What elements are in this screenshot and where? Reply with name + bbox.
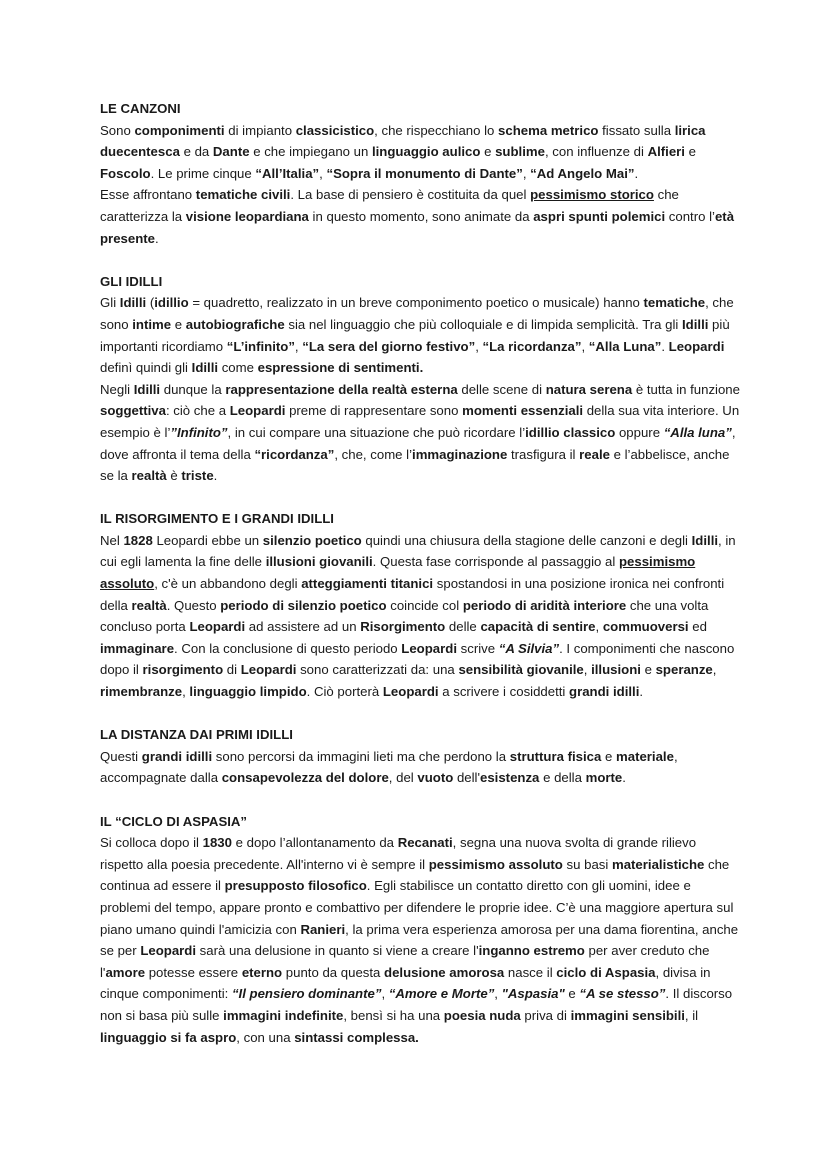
emphasis-text: consapevolezza del dolore <box>221 770 389 786</box>
emphasis-text: Leopardi <box>382 684 439 700</box>
body-text: , <box>494 986 502 1002</box>
emphasis-text: materiale <box>616 748 674 764</box>
emphasis-text: grandi idilli <box>569 684 640 700</box>
paragraph <box>100 120 740 185</box>
emphasis-text: autobiografiche <box>185 316 285 332</box>
body-text: delle <box>445 619 481 635</box>
emphasis-text: pessimismo assoluto <box>100 554 696 592</box>
emphasis-text: Leopardi <box>668 338 725 354</box>
body-text: sono percorsi da immagini lieti ma che perdono la <box>212 748 510 764</box>
body-text: nasce il <box>504 964 557 980</box>
emphasis-text: classicistico <box>295 122 375 138</box>
body-text: , <box>294 338 303 354</box>
body-text: ed <box>688 619 707 635</box>
emphasis-text: reale <box>579 446 610 462</box>
body-text: fissato sulla <box>598 122 675 138</box>
body-text: e della <box>539 770 586 786</box>
emphasis-text: Idilli <box>191 360 219 376</box>
emphasis-text: periodo di silenzio poetico <box>220 597 387 613</box>
emphasis-text: Dante <box>212 144 250 160</box>
emphasis-text: componimenti <box>134 122 225 138</box>
emphasis-text: momenti essenziali <box>462 403 584 419</box>
emphasis-text: “La ricordanza” <box>482 338 582 354</box>
emphasis-text: speranze <box>655 662 713 678</box>
paragraph <box>100 832 740 1048</box>
body-text: , accompagnate dalla <box>100 748 678 786</box>
body-text: di impianto <box>224 122 296 138</box>
body-text: Sono <box>100 122 135 138</box>
body-text: . <box>661 338 669 354</box>
emphasis-text: “La sera del giorno festivo” <box>302 338 476 354</box>
emphasis-text: “Il pensiero dominante” <box>231 986 382 1002</box>
body-text: . Il discorso non si basa più sulle <box>100 986 733 1023</box>
body-text: potesse essere <box>145 964 242 980</box>
body-text: , del <box>388 770 418 786</box>
emphasis-text: grandi idilli <box>141 748 213 764</box>
body-text: Esse affrontano <box>100 187 196 203</box>
body-text: , c'è un abbandono degli <box>154 576 302 592</box>
body-text: Leopardi ebbe un <box>152 532 263 548</box>
document-page <box>100 98 740 1070</box>
body-text: Questi <box>100 748 142 764</box>
body-text: Nel <box>100 532 124 548</box>
body-text: , <box>319 165 327 181</box>
emphasis-text: Ranieri <box>300 921 346 937</box>
body-text: e <box>684 144 696 160</box>
body-text: e <box>640 662 656 678</box>
emphasis-text: inganno estremo <box>478 943 585 959</box>
body-text: . Questo <box>166 597 221 613</box>
emphasis-text: Leopardi <box>240 662 297 678</box>
body-text: preme di rappresentare sono <box>285 403 463 419</box>
body-text: scrive <box>456 640 499 656</box>
emphasis-text: pessimismo storico <box>530 187 654 203</box>
section-heading: IL “CICLO DI ASPASIA” <box>100 813 248 829</box>
body-text: della sua vita interiore. Un esempio è l’ <box>100 403 740 440</box>
emphasis-text: espressione di sentimenti. <box>257 360 424 376</box>
body-text: trasfigura il <box>507 446 580 462</box>
emphasis-text: “Amore e Morte” <box>388 986 495 1002</box>
emphasis-text: rimembranze <box>100 684 183 700</box>
body-text: . <box>154 230 159 246</box>
body-text: oppure <box>615 424 664 440</box>
emphasis-text: idillio <box>154 295 189 311</box>
emphasis-text: struttura fisica <box>509 748 602 764</box>
body-text: spostandosi in una posizione ironica nei confronti della <box>100 576 725 613</box>
section-heading: LE CANZONI <box>100 101 181 116</box>
body-text: . Ciò porterà <box>306 684 383 700</box>
body-text: , <box>381 986 389 1002</box>
body-text: e <box>601 748 617 764</box>
body-text: . Egli stabilisce un contatto diretto con gli uomini, idee e problemi del tempo, appare pronto e combattivo per difendere le proprie idee. C’è una maggiore apertura sul piano umano quindi l'amicizia con <box>100 878 734 937</box>
emphasis-text: triste <box>181 468 214 484</box>
body-text: , la prima vera esperienza amorosa per una dama fiorentina, anche se per <box>100 921 739 959</box>
emphasis-text: vuoto <box>417 770 454 786</box>
emphasis-text: linguaggio aulico <box>371 144 481 160</box>
emphasis-text: “Alla Luna” <box>588 338 662 354</box>
body-text: , in cui compare una situazione che può ricordare l’ <box>227 424 526 440</box>
emphasis-text: materialistiche <box>611 856 705 872</box>
paragraph <box>100 184 740 249</box>
body-text: , <box>581 338 589 354</box>
body-text: e da <box>179 144 213 160</box>
body-text: . Questa fase corrisponde al passaggio al <box>372 554 619 570</box>
emphasis-text: eterno <box>241 964 283 980</box>
emphasis-text: realtà <box>131 468 167 484</box>
emphasis-text: aspri spunti polemici <box>533 208 666 224</box>
emphasis-text: sensibilità giovanile <box>458 662 584 678</box>
emphasis-text: immagini sensibili <box>570 1007 685 1023</box>
body-text: per aver creduto che l' <box>100 943 710 980</box>
emphasis-text: “Ad Angelo Mai” <box>530 165 635 181</box>
emphasis-text: Idilli <box>119 295 147 311</box>
body-text: . I componimenti che nascono dopo il <box>100 640 735 678</box>
body-text: , <box>475 338 483 354</box>
body-text: , con influenze di <box>544 144 648 160</box>
body-text: sono caratterizzati da: una <box>296 662 459 678</box>
emphasis-text: natura serena <box>545 381 633 397</box>
body-text: e <box>480 144 496 160</box>
body-text: sia nel linguaggio che più colloquiale e di limpida semplicità. Tra gli <box>284 316 683 332</box>
emphasis-text: "Aspasia" <box>501 986 565 1002</box>
emphasis-text: idillio classico <box>525 424 616 440</box>
emphasis-text: illusioni giovanili <box>265 554 373 570</box>
emphasis-text: “Sopra il monumento di Dante” <box>326 165 523 181</box>
body-text: = quadretto, realizzato in un breve componimento poetico o musicale) hanno <box>188 295 644 311</box>
emphasis-text: silenzio poetico <box>262 532 362 548</box>
body-text: , dove affronta il tema della <box>100 424 736 462</box>
body-text: , in cui egli lamenta la fine delle <box>100 532 736 570</box>
emphasis-text: immaginazione <box>412 446 508 462</box>
body-text: a scrivere i cosiddetti <box>438 684 570 700</box>
body-text: in questo momento, sono animate da <box>308 208 534 224</box>
body-text: priva di <box>520 1007 571 1023</box>
body-text: . <box>622 770 626 786</box>
body-text: . <box>634 165 639 181</box>
body-text: coincide col <box>386 597 463 613</box>
emphasis-text: Idilli <box>133 381 161 397</box>
emphasis-text: tematiche <box>643 295 706 311</box>
emphasis-text: Recanati <box>397 835 453 851</box>
body-text: e dopo l’allontanamento da <box>231 835 398 851</box>
emphasis-text: Leopardi <box>189 619 246 635</box>
body-text: . Con la conclusione di questo periodo <box>174 640 402 656</box>
emphasis-text: esistenza <box>480 770 540 786</box>
body-text: . La base di pensiero è costituita da quel <box>290 187 531 203</box>
body-text: . <box>639 684 644 700</box>
emphasis-text: immaginare <box>100 640 175 656</box>
body-text: dunque la <box>160 381 226 397</box>
emphasis-text: lirica duecentesca <box>100 122 706 160</box>
section <box>100 508 740 702</box>
section <box>100 98 740 249</box>
emphasis-text: visione leopardiana <box>185 208 309 224</box>
body-text: di <box>223 662 241 678</box>
body-text: come <box>218 360 258 376</box>
body-text: , il <box>684 1007 699 1023</box>
emphasis-text: intime <box>132 316 172 332</box>
emphasis-text: “Alla luna” <box>663 424 732 440</box>
emphasis-text: pessimismo assoluto <box>428 856 563 872</box>
emphasis-text: “A Silvia” <box>498 640 560 656</box>
paragraph <box>100 292 740 378</box>
emphasis-text: illusioni <box>591 662 641 678</box>
body-text: e che impiegano un <box>249 144 372 160</box>
emphasis-text: immagini indefinite <box>223 1007 344 1023</box>
body-text: punto da questa <box>282 964 385 980</box>
emphasis-text: “A se stesso” <box>579 986 666 1002</box>
body-text: e <box>564 986 580 1002</box>
emphasis-text: risorgimento <box>142 662 224 678</box>
emphasis-text: “All’Italia” <box>255 165 320 181</box>
body-text: , che rispecchiano lo <box>374 122 499 138</box>
paragraph <box>100 530 740 703</box>
body-text: Negli <box>100 381 134 397</box>
emphasis-text: presupposto filosofico <box>224 878 367 894</box>
section <box>100 271 740 487</box>
emphasis-text: periodo di aridità interiore <box>462 597 627 613</box>
body-text: , <box>182 684 190 700</box>
body-text: , bensì si ha una <box>343 1007 444 1023</box>
body-text: Gli <box>100 295 120 311</box>
emphasis-text: atteggiamenti titanici <box>301 576 434 592</box>
body-text: delle scene di <box>457 381 546 397</box>
body-text: dell' <box>453 770 481 786</box>
body-text: ( <box>146 295 155 311</box>
body-text: , <box>712 662 717 678</box>
emphasis-text: Leopardi <box>229 403 286 419</box>
emphasis-text: delusione amorosa <box>384 964 505 980</box>
emphasis-text: linguaggio si fa aspro <box>100 1029 237 1045</box>
body-text: . Le prime cinque <box>150 165 256 181</box>
emphasis-text: capacità di sentire <box>480 619 596 635</box>
emphasis-text: Idilli <box>682 316 709 332</box>
body-text: , <box>522 165 531 181</box>
body-text: , con una <box>236 1029 295 1045</box>
body-text: è <box>166 468 182 484</box>
emphasis-text: morte <box>585 770 623 786</box>
section <box>100 811 740 1049</box>
body-text: e <box>171 316 186 332</box>
body-text: e l’abbelisce, anche se la <box>100 446 730 484</box>
section <box>100 724 740 789</box>
emphasis-text: schema metrico <box>498 122 599 138</box>
emphasis-text: tematiche civili <box>195 187 291 203</box>
emphasis-text: 1830 <box>202 835 232 851</box>
body-text: quindi una chiusura della stagione delle canzoni e degli <box>361 532 692 548</box>
body-text: , che sono <box>100 295 734 332</box>
body-text: . <box>213 468 218 484</box>
body-text: , <box>583 662 592 678</box>
emphasis-text: età presente <box>100 208 735 246</box>
body-text: più importanti ricordiamo <box>100 316 730 354</box>
emphasis-text: “L’infinito” <box>226 338 295 354</box>
body-text: : ciò che a <box>165 403 230 419</box>
emphasis-text: “ricordanza” <box>254 446 335 462</box>
emphasis-text: linguaggio limpido <box>189 684 307 700</box>
body-text: , divisa in cinque componimenti: <box>100 964 711 1002</box>
emphasis-text: Foscolo <box>100 165 151 181</box>
emphasis-text: sublime <box>495 144 545 160</box>
paragraph <box>100 379 740 487</box>
body-text: sarà una delusione in quanto si viene a creare l' <box>196 943 479 959</box>
emphasis-text: poesia nuda <box>443 1007 521 1023</box>
body-text: Si colloca dopo il <box>100 835 203 851</box>
body-text: , segna una nuova svolta di grande rilievo rispetto alla poesia precedente. All'interno vi è sempre il <box>100 835 697 872</box>
emphasis-text: commuoversi <box>602 619 689 635</box>
emphasis-text: Alfieri <box>647 144 685 160</box>
section-heading: GLI IDILLI <box>100 273 163 289</box>
section-heading: IL RISORGIMENTO E I GRANDI IDILLI <box>100 511 334 527</box>
emphasis-text: ciclo di Aspasia <box>556 964 656 980</box>
section-heading: LA DISTANZA DAI PRIMI IDILLI <box>100 727 293 743</box>
body-text: su basi <box>562 856 612 872</box>
emphasis-text: rappresentazione della realtà esterna <box>225 381 458 397</box>
body-text: che caratterizza la <box>100 187 679 224</box>
emphasis-text: Leopardi <box>140 943 197 959</box>
emphasis-text: soggettiva <box>100 403 166 419</box>
body-text: che continua ad essere il <box>100 856 730 894</box>
emphasis-text: 1828 <box>123 532 153 548</box>
emphasis-text: Risorgimento <box>360 619 446 635</box>
emphasis-text: realtà <box>131 597 167 613</box>
body-text: ad assistere ad un <box>245 619 361 635</box>
emphasis-text: sintassi complessa. <box>294 1029 419 1045</box>
body-text: è tutta in funzione <box>632 381 740 397</box>
emphasis-text: Leopardi <box>401 640 457 656</box>
emphasis-text: Idilli <box>691 532 719 548</box>
emphasis-text: ”Infinito” <box>170 424 228 440</box>
body-text: , che, come l’ <box>334 446 413 462</box>
body-text: , <box>595 619 603 635</box>
paragraph <box>100 746 740 789</box>
emphasis-text: amore <box>105 964 146 980</box>
body-text: che una volta concluso porta <box>100 597 709 635</box>
body-text: contro l’ <box>665 208 715 224</box>
body-text: definì quindi gli <box>100 360 192 376</box>
